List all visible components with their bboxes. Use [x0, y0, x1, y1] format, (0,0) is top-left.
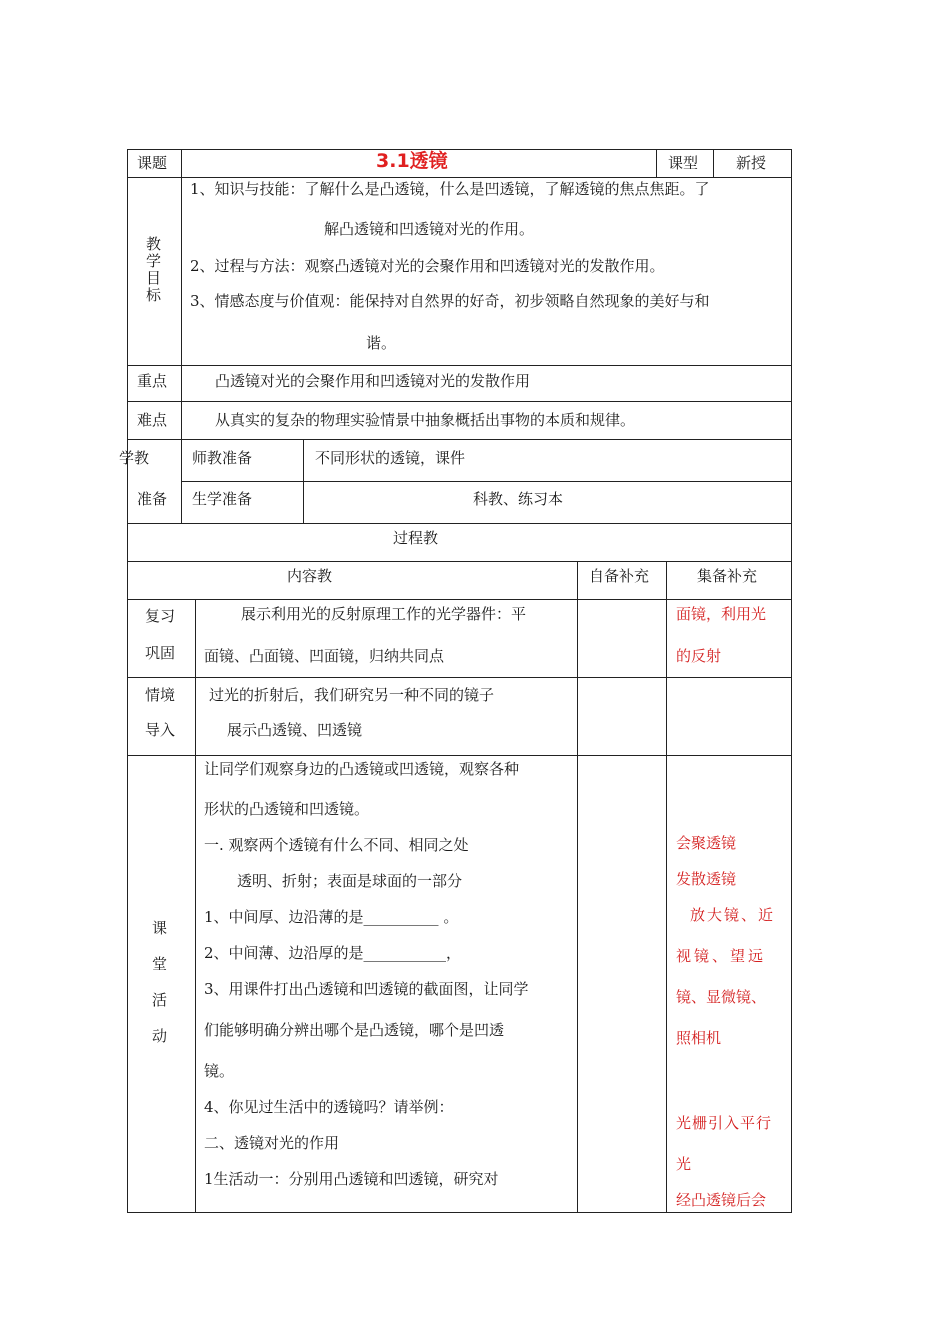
review-note: 面镜，利用光	[676, 605, 767, 623]
review-label: 复习	[145, 607, 176, 625]
student-prep-value: 科教、练习本	[473, 490, 564, 508]
teacher-prep-value: 不同形状的透镜，课件	[315, 449, 466, 467]
teacher-prep-label: 师教准备	[192, 449, 253, 467]
activity-line: 1、中间厚、边沿薄的是__________ 。	[204, 908, 459, 926]
lesson-type-label: 课型	[668, 154, 699, 172]
process-heading: 过程教	[393, 529, 439, 547]
activity-line: 3、用课件打出凸透镜和凹透镜的截面图，让同学	[204, 980, 529, 998]
activity-note: 发散透镜	[676, 870, 737, 888]
activity-line: 透明、折射；表面是球面的一部分	[237, 872, 463, 890]
prep-label-top: 学教	[119, 449, 150, 467]
column-content: 内容教	[287, 567, 333, 585]
activity-note: 放大镜、近	[690, 906, 776, 924]
activity-note: 光栅引入平行	[676, 1114, 773, 1132]
review-content: 展示利用光的反射原理工作的光学器件：平	[241, 605, 527, 623]
activity-line: 1生活动一：分别用凸透镜和凹透镜，研究对	[204, 1170, 499, 1188]
activity-note: 照相机	[676, 1029, 722, 1047]
activity-line: 二、透镜对光的作用	[204, 1134, 340, 1152]
activity-note: 会聚透镜	[676, 834, 737, 852]
key-points-text: 凸透镜对光的会聚作用和凹透镜对光的发散作用	[215, 372, 531, 390]
objectives-label: 教学目标	[146, 235, 162, 304]
activity-label: 课	[152, 919, 168, 937]
column-group-prep: 集备补充	[697, 567, 758, 585]
subject-label: 课题	[137, 154, 168, 172]
objective-line: 谐。	[366, 334, 397, 352]
review-note: 的反射	[676, 647, 722, 665]
objective-line: 2、过程与方法：观察凸透镜对光的会聚作用和凹透镜对光的发散作用。	[190, 257, 665, 275]
key-points-label: 重点	[137, 372, 168, 390]
activity-note: 镜、显微镜、	[676, 988, 767, 1006]
activity-label: 动	[152, 1027, 168, 1045]
activity-line: 2、中间薄、边沿厚的是___________，	[204, 944, 462, 962]
review-content: 面镜、凸面镜、凹面镜，归纳共同点	[204, 647, 445, 665]
activity-line: 镜。	[204, 1062, 235, 1080]
activity-line: 一. 观察两个透镜有什么不同、相同之处	[204, 836, 469, 854]
lesson-type-value: 新授	[736, 154, 767, 172]
activity-note: 经凸透镜后会	[676, 1191, 767, 1209]
difficulty-label: 难点	[137, 411, 168, 429]
objective-line: 1、知识与技能：了解什么是凸透镜，什么是凹透镜，了解透镜的焦点焦距。了	[190, 180, 710, 198]
activity-line: 们能够明确分辨出哪个是凸透镜，哪个是凹透	[204, 1021, 505, 1039]
difficulty-text: 从真实的复杂的物理实验情景中抽象概括出事物的本质和规律。	[215, 411, 636, 429]
intro-label: 情境	[145, 686, 176, 704]
activity-label: 堂	[152, 955, 168, 973]
intro-label: 导入	[145, 721, 176, 739]
objective-line: 解凸透镜和凹透镜对光的作用。	[324, 220, 535, 238]
activity-line: 让同学们观察身边的凸透镜或凹透镜，观察各种	[204, 760, 520, 778]
objective-line: 3、情感态度与价值观：能保持对自然界的好奇，初步领略自然现象的美好与和	[190, 292, 710, 310]
activity-label: 活	[152, 991, 168, 1009]
prep-label-bottom: 准备	[137, 490, 168, 508]
review-label: 巩固	[145, 644, 176, 662]
intro-content: 展示凸透镜、凹透镜	[227, 721, 363, 739]
activity-line: 4、你见过生活中的透镜吗？请举例：	[204, 1098, 454, 1116]
activity-note: 光	[676, 1155, 692, 1173]
student-prep-label: 生学准备	[192, 490, 253, 508]
intro-content: 过光的折射后，我们研究另一种不同的镜子	[209, 686, 495, 704]
column-self-prep: 自备补充	[589, 567, 650, 585]
activity-line: 形状的凸透镜和凹透镜。	[204, 800, 370, 818]
lesson-title: 3.1透镜	[376, 150, 448, 172]
activity-note: 视镜、望远	[676, 947, 767, 965]
